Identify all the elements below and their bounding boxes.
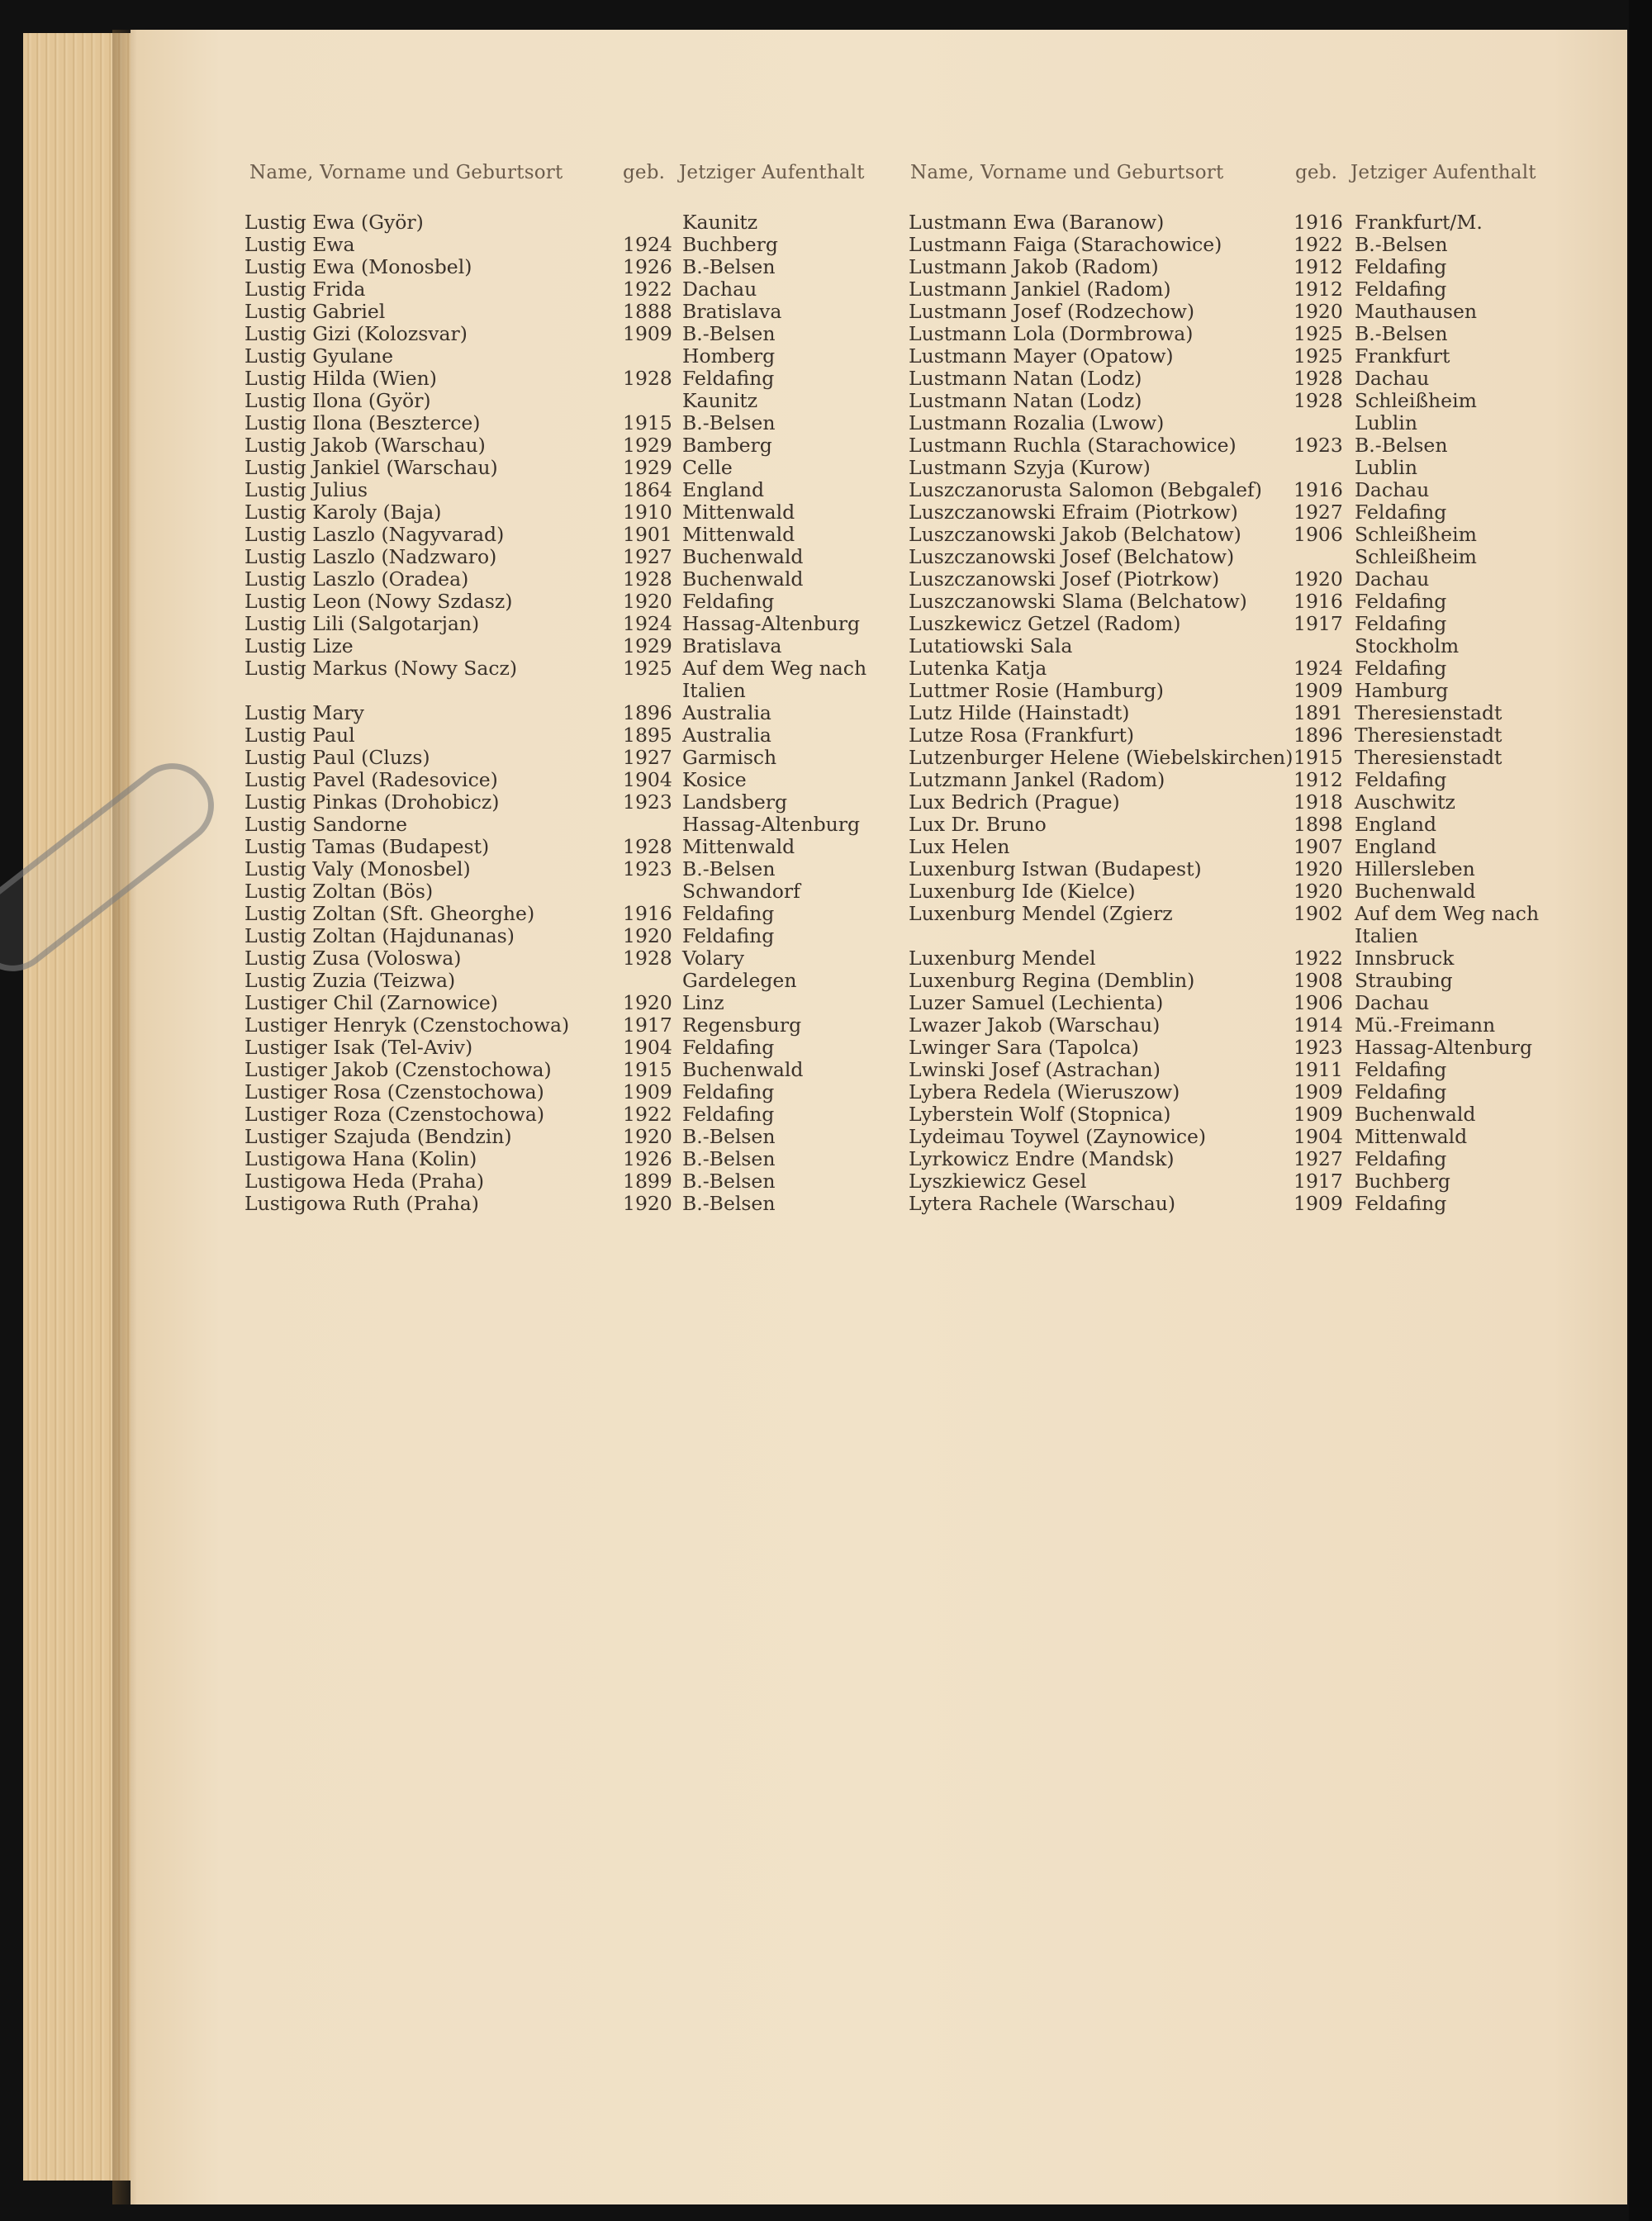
entry-name: Luxenburg Ide (Kielce): [909, 880, 1136, 903]
entry-birth-year: 1928: [623, 567, 672, 591]
entry-residence: England: [1355, 835, 1437, 858]
entry-birth-year: 1915: [623, 411, 672, 434]
entry-name: Lustiger Henryk (Czenstochowa): [244, 1013, 570, 1037]
entry-name: Lustig Tamas (Budapest): [244, 835, 490, 858]
entry-birth-year: 1926: [623, 1147, 672, 1170]
entry-residence: Australia: [682, 724, 771, 747]
entry-birth-year: 1927: [1294, 501, 1343, 524]
entry-residence: Schleißheim: [1355, 389, 1477, 412]
entry-residence: Lublin: [1355, 411, 1417, 434]
entry-name: Lustig Laszlo (Nagyvarad): [244, 523, 505, 546]
entry-residence: Buchberg: [682, 233, 778, 256]
entry-name: Lux Bedrich (Prague): [909, 790, 1120, 814]
entry-residence: Feldafing: [1355, 1147, 1447, 1170]
entry-name: Lustiger Rosa (Czenstochowa): [244, 1080, 544, 1103]
entry-birth-year: 1922: [1294, 947, 1343, 970]
entry-birth-year: 1920: [1294, 300, 1343, 323]
entry-birth-year: 1908: [1294, 969, 1343, 992]
entry-name: Lutenka Katja: [909, 657, 1047, 680]
entry-birth-year: 1924: [1294, 657, 1343, 680]
entry-birth-year: 1909: [1294, 1192, 1343, 1215]
entry-name: Lustig Gabriel: [244, 300, 386, 323]
left-header-year: geb.: [623, 162, 666, 183]
entry-name: Lustiger Roza (Czenstochowa): [244, 1103, 545, 1126]
entry-birth-year: 1920: [623, 590, 672, 613]
entry-residence: B.-Belsen: [682, 1125, 776, 1148]
entry-residence: Auf dem Weg nach Italien: [1355, 902, 1540, 947]
entry-residence: Schleißheim: [1355, 545, 1477, 568]
entry-name: Lustig Ilona (Beszterce): [244, 411, 481, 434]
entry-residence: Volary: [682, 947, 744, 970]
entry-residence: Hillersleben: [1355, 857, 1475, 880]
entry-residence: Bratislava: [682, 634, 782, 657]
entry-birth-year: 1916: [1294, 590, 1343, 613]
entry-birth-year: 1925: [1294, 344, 1343, 368]
entry-birth-year: 1915: [1294, 746, 1343, 769]
entry-name: Luszczanowski Jakob (Belchatow): [909, 523, 1241, 546]
entry-name: Lustmann Rozalia (Lwow): [909, 411, 1165, 434]
entry-residence: Hassag-Altenburg: [1355, 1036, 1533, 1059]
entry-residence: Linz: [682, 991, 724, 1014]
entry-birth-year: 1895: [623, 724, 672, 747]
entry-name: Lyszkiewicz Gesel: [909, 1170, 1087, 1193]
entry-birth-year: 1906: [1294, 523, 1343, 546]
entry-name: Lutzenburger Helene (Wiebelskirchen): [909, 746, 1294, 769]
entry-birth-year: 1923: [623, 790, 672, 814]
entry-birth-year: 1916: [623, 902, 672, 925]
entry-birth-year: 1896: [1294, 724, 1343, 747]
entry-residence: Gardelegen: [682, 969, 797, 992]
entry-birth-year: 1909: [623, 322, 672, 345]
entry-birth-year: 1928: [1294, 367, 1343, 390]
entry-birth-year: 1909: [1294, 1080, 1343, 1103]
entry-residence: B.-Belsen: [682, 322, 776, 345]
entry-birth-year: 1909: [1294, 679, 1343, 702]
entry-name: Lustmann Szyja (Kurow): [909, 456, 1151, 479]
entry-residence: Stockholm: [1355, 634, 1460, 657]
entry-name: Lustig Zoltan (Sft. Gheorghe): [244, 902, 535, 925]
entry-name: Lyrkowicz Endre (Mandsk): [909, 1147, 1175, 1170]
entry-name: Lux Dr. Bruno: [909, 813, 1047, 836]
entry-residence: B.-Belsen: [1355, 434, 1448, 457]
entry-name: Lustig Ewa (Györ): [244, 211, 424, 234]
entry-residence: Feldafing: [682, 1103, 775, 1126]
entry-birth-year: 1917: [623, 1013, 672, 1037]
entry-birth-year: 1923: [1294, 434, 1343, 457]
entry-residence: Dachau: [682, 278, 757, 301]
entry-birth-year: 1922: [1294, 233, 1343, 256]
entry-name: Lustig Laszlo (Nadzwaro): [244, 545, 497, 568]
entry-name: Lustigowa Ruth (Praha): [244, 1192, 479, 1215]
entry-birth-year: 1926: [623, 255, 672, 278]
entry-name: Luszczanowski Josef (Piotrkow): [909, 567, 1220, 591]
entry-name: Lustmann Natan (Lodz): [909, 367, 1142, 390]
entry-birth-year: 1920: [623, 924, 672, 947]
entry-name: Lutze Rosa (Frankfurt): [909, 724, 1135, 747]
entry-residence: Dachau: [1355, 478, 1430, 501]
entry-name: Luszczanorusta Salomon (Bebgalef): [909, 478, 1262, 501]
entry-birth-year: 1920: [1294, 880, 1343, 903]
background-edge: [1629, 0, 1652, 2221]
entry-birth-year: 1902: [1294, 902, 1343, 925]
entry-birth-year: 1912: [1294, 768, 1343, 791]
entry-birth-year: 1898: [1294, 813, 1343, 836]
entry-birth-year: 1922: [623, 1103, 672, 1126]
entry-residence: B.-Belsen: [1355, 322, 1448, 345]
entry-residence: Mauthausen: [1355, 300, 1478, 323]
entry-birth-year: 1920: [623, 1125, 672, 1148]
entry-birth-year: 1896: [623, 701, 672, 724]
entry-birth-year: 1928: [1294, 389, 1343, 412]
right-header-name: Name, Vorname und Geburtsort: [910, 162, 1224, 183]
entry-name: Lustig Valy (Monosbel): [244, 857, 471, 880]
entry-residence: Hassag-Altenburg: [682, 612, 861, 635]
entry-birth-year: 1920: [623, 1192, 672, 1215]
entry-birth-year: 1925: [623, 657, 672, 680]
entry-residence: B.-Belsen: [682, 857, 776, 880]
entry-name: Luxenburg Regina (Demblin): [909, 969, 1195, 992]
entry-name: Lustmann Jankiel (Radom): [909, 278, 1171, 301]
entry-residence: Auf dem Weg nach Italien: [682, 657, 867, 702]
entry-residence: England: [682, 478, 765, 501]
entry-birth-year: 1917: [1294, 612, 1343, 635]
entry-birth-year: 1916: [1294, 211, 1343, 234]
entry-residence: Feldafing: [1355, 1192, 1447, 1215]
entry-residence: Feldafing: [682, 924, 775, 947]
entry-birth-year: 1916: [1294, 478, 1343, 501]
entry-residence: Homberg: [682, 344, 776, 368]
entry-residence: Dachau: [1355, 991, 1430, 1014]
entry-residence: Kaunitz: [682, 211, 758, 234]
entry-birth-year: 1929: [623, 434, 672, 457]
entry-residence: Theresienstadt: [1355, 724, 1502, 747]
entry-name: Lwazer Jakob (Warschau): [909, 1013, 1161, 1037]
entry-residence: Feldafing: [682, 1036, 775, 1059]
entry-name: Lustig Zuzia (Teizwa): [244, 969, 456, 992]
entry-name: Lustmann Natan (Lodz): [909, 389, 1142, 412]
entry-residence: Frankfurt: [1355, 344, 1450, 368]
entry-name: Lustig Gyulane: [244, 344, 394, 368]
entry-birth-year: 1909: [623, 1080, 672, 1103]
entry-residence: Feldafing: [682, 590, 775, 613]
binding-shadow: [112, 30, 137, 2204]
entry-residence: Feldafing: [1355, 768, 1447, 791]
entry-name: Luxenburg Istwan (Budapest): [909, 857, 1202, 880]
entry-name: Lustig Ewa: [244, 233, 355, 256]
entry-birth-year: 1910: [623, 501, 672, 524]
entry-name: Lustmann Lola (Dormbrowa): [909, 322, 1194, 345]
entry-residence: Bratislava: [682, 300, 782, 323]
entry-name: Lustig Leon (Nowy Szdasz): [244, 590, 513, 613]
entry-name: Lydeimau Toywel (Zaynowice): [909, 1125, 1207, 1148]
entry-residence: Buchenwald: [682, 545, 804, 568]
entry-name: Lustig Frida: [244, 278, 366, 301]
entry-residence: Mü.-Freimann: [1355, 1013, 1496, 1037]
entry-birth-year: 1929: [623, 634, 672, 657]
entry-birth-year: 1918: [1294, 790, 1343, 814]
entry-name: Luszkewicz Getzel (Radom): [909, 612, 1181, 635]
entry-birth-year: 1927: [1294, 1147, 1343, 1170]
entry-residence: B.-Belsen: [682, 255, 776, 278]
entry-birth-year: 1904: [623, 1036, 672, 1059]
entry-birth-year: 1904: [623, 768, 672, 791]
entry-residence: Lublin: [1355, 456, 1417, 479]
entry-name: Lustig Karoly (Baja): [244, 501, 442, 524]
entry-residence: Feldafing: [1355, 612, 1447, 635]
entry-residence: Regensburg: [682, 1013, 802, 1037]
entry-name: Luszczanowski Slama (Belchatow): [909, 590, 1247, 613]
entry-residence: Hassag-Altenburg: [682, 813, 861, 836]
entry-residence: England: [1355, 813, 1437, 836]
entry-name: Lustigowa Heda (Praha): [244, 1170, 485, 1193]
right-header-place: Jetziger Aufenthalt: [1351, 162, 1536, 183]
entry-birth-year: 1914: [1294, 1013, 1343, 1037]
entry-name: Lutzmann Jankel (Radom): [909, 768, 1165, 791]
entry-residence: Theresienstadt: [1355, 746, 1502, 769]
entry-name: Lux Helen: [909, 835, 1010, 858]
entry-residence: Buchenwald: [682, 567, 804, 591]
entry-name: Lustmann Mayer (Opatow): [909, 344, 1174, 368]
entry-birth-year: 1920: [623, 991, 672, 1014]
entry-name: Lustig Lize: [244, 634, 354, 657]
entry-birth-year: 1929: [623, 456, 672, 479]
entry-residence: Feldafing: [1355, 278, 1447, 301]
entry-name: Lytera Rachele (Warschau): [909, 1192, 1176, 1215]
entry-name: Lustig Paul: [244, 724, 355, 747]
entry-birth-year: 1927: [623, 545, 672, 568]
entry-birth-year: 1907: [1294, 835, 1343, 858]
entry-name: Lustig Gizi (Kolozsvar): [244, 322, 468, 345]
entry-birth-year: 1924: [623, 233, 672, 256]
entry-residence: Mittenwald: [682, 501, 795, 524]
entry-name: Luzer Samuel (Lechienta): [909, 991, 1164, 1014]
entry-birth-year: 1912: [1294, 255, 1343, 278]
left-header-name: Name, Vorname und Geburtsort: [249, 162, 563, 183]
entry-residence: Schleißheim: [1355, 523, 1477, 546]
entry-name: Luszczanowski Josef (Belchatow): [909, 545, 1235, 568]
entry-residence: B.-Belsen: [682, 1192, 776, 1215]
entry-residence: B.-Belsen: [682, 411, 776, 434]
entry-residence: Feldafing: [1355, 590, 1447, 613]
entry-residence: B.-Belsen: [682, 1147, 776, 1170]
entry-residence: Buchberg: [1355, 1170, 1450, 1193]
entry-birth-year: 1920: [1294, 857, 1343, 880]
entry-residence: Feldafing: [682, 367, 775, 390]
entry-birth-year: 1924: [623, 612, 672, 635]
entry-birth-year: 1928: [623, 947, 672, 970]
entry-name: Lustig Pinkas (Drohobicz): [244, 790, 500, 814]
entry-birth-year: 1925: [1294, 322, 1343, 345]
entry-birth-year: 1915: [623, 1058, 672, 1081]
entry-name: Lustiger Isak (Tel-Aviv): [244, 1036, 473, 1059]
entry-name: Lwinski Josef (Astrachan): [909, 1058, 1161, 1081]
entry-residence: Feldafing: [1355, 1058, 1447, 1081]
right-header-year: geb.: [1295, 162, 1338, 183]
entry-name: Lustig Ewa (Monosbel): [244, 255, 472, 278]
entry-residence: Feldafing: [1355, 657, 1447, 680]
entry-residence: Buchenwald: [1355, 880, 1476, 903]
entry-name: Lustmann Josef (Rodzechow): [909, 300, 1195, 323]
left-header-place: Jetziger Aufenthalt: [679, 162, 865, 183]
entry-name: Lustig Ilona (Györ): [244, 389, 431, 412]
entry-name: Lustig Laszlo (Oradea): [244, 567, 469, 591]
entry-residence: Innsbruck: [1355, 947, 1455, 970]
entry-name: Lustig Zoltan (Hajdunanas): [244, 924, 515, 947]
entry-name: Lustiger Szajuda (Bendzin): [244, 1125, 512, 1148]
entry-residence: Bamberg: [682, 434, 772, 457]
entry-name: Lustig Mary: [244, 701, 364, 724]
entry-name: Lybera Redela (Wieruszow): [909, 1080, 1180, 1103]
entry-name: Luszczanowski Efraim (Piotrkow): [909, 501, 1238, 524]
entry-name: Lustig Paul (Cluzs): [244, 746, 430, 769]
entry-name: Lyberstein Wolf (Stopnica): [909, 1103, 1171, 1126]
entry-birth-year: 1920: [1294, 567, 1343, 591]
entry-birth-year: 1904: [1294, 1125, 1343, 1148]
entry-birth-year: 1923: [623, 857, 672, 880]
entry-residence: Garmisch: [682, 746, 777, 769]
entry-birth-year: 1922: [623, 278, 672, 301]
entry-birth-year: 1928: [623, 367, 672, 390]
entry-name: Lustmann Faiga (Starachowice): [909, 233, 1222, 256]
entry-name: Lustmann Jakob (Radom): [909, 255, 1159, 278]
entry-residence: Auschwitz: [1355, 790, 1455, 814]
entry-residence: Hamburg: [1355, 679, 1449, 702]
entry-residence: Straubing: [1355, 969, 1453, 992]
entry-name: Lustiger Jakob (Czenstochowa): [244, 1058, 552, 1081]
entry-name: Lustig Jankiel (Warschau): [244, 456, 498, 479]
entry-name: Luxenburg Mendel: [909, 947, 1096, 970]
entry-birth-year: 1901: [623, 523, 672, 546]
entry-residence: Dachau: [1355, 567, 1430, 591]
entry-name: Lustig Hilda (Wien): [244, 367, 437, 390]
entry-name: Lustigowa Hana (Kolin): [244, 1147, 477, 1170]
entry-residence: Frankfurt/M.: [1355, 211, 1483, 234]
entry-birth-year: 1891: [1294, 701, 1343, 724]
entry-name: Lustig Jakob (Warschau): [244, 434, 486, 457]
entry-residence: Mittenwald: [682, 523, 795, 546]
entry-name: Lustmann Ruchla (Starachowice): [909, 434, 1237, 457]
entry-name: Lustmann Ewa (Baranow): [909, 211, 1165, 234]
entry-name: Lustig Markus (Nowy Sacz): [244, 657, 518, 680]
entry-name: Lustig Julius: [244, 478, 368, 501]
entry-birth-year: 1864: [623, 478, 672, 501]
entry-residence: B.-Belsen: [682, 1170, 776, 1193]
entry-name: Lustig Pavel (Radesovice): [244, 768, 498, 791]
entry-birth-year: 1927: [623, 746, 672, 769]
entry-birth-year: 1888: [623, 300, 672, 323]
entry-name: Lustig Zoltan (Bös): [244, 880, 434, 903]
entry-birth-year: 1923: [1294, 1036, 1343, 1059]
entry-residence: Dachau: [1355, 367, 1430, 390]
entry-name: Lwinger Sara (Tapolca): [909, 1036, 1139, 1059]
entry-name: Lutatiowski Sala: [909, 634, 1073, 657]
entry-residence: Feldafing: [682, 902, 775, 925]
entry-residence: Kaunitz: [682, 389, 758, 412]
book-page: [131, 30, 1627, 2204]
entry-birth-year: 1899: [623, 1170, 672, 1193]
entry-residence: Australia: [682, 701, 771, 724]
entry-name: Lustig Lili (Salgotarjan): [244, 612, 480, 635]
entry-residence: Mittenwald: [682, 835, 795, 858]
entry-residence: Schwandorf: [682, 880, 800, 903]
entry-birth-year: 1928: [623, 835, 672, 858]
entry-residence: Buchenwald: [682, 1058, 804, 1081]
entry-name: Lustig Sandorne: [244, 813, 407, 836]
entry-residence: Mittenwald: [1355, 1125, 1468, 1148]
entry-residence: Feldafing: [1355, 255, 1447, 278]
entry-birth-year: 1911: [1294, 1058, 1343, 1081]
entry-name: Lustiger Chil (Zarnowice): [244, 991, 498, 1014]
entry-residence: B.-Belsen: [1355, 233, 1448, 256]
entry-name: Luxenburg Mendel (Zgierz: [909, 902, 1173, 925]
entry-birth-year: 1912: [1294, 278, 1343, 301]
entry-name: Lustig Zusa (Voloswa): [244, 947, 462, 970]
entry-birth-year: 1917: [1294, 1170, 1343, 1193]
entry-residence: Feldafing: [682, 1080, 775, 1103]
entry-name: Luttmer Rosie (Hamburg): [909, 679, 1164, 702]
entry-birth-year: 1906: [1294, 991, 1343, 1014]
entry-residence: Buchenwald: [1355, 1103, 1476, 1126]
entry-residence: Feldafing: [1355, 501, 1447, 524]
entry-residence: Kosice: [682, 768, 747, 791]
entry-name: Lutz Hilde (Hainstadt): [909, 701, 1130, 724]
entry-birth-year: 1909: [1294, 1103, 1343, 1126]
entry-residence: Celle: [682, 456, 733, 479]
entry-residence: Theresienstadt: [1355, 701, 1502, 724]
entry-residence: Landsberg: [682, 790, 788, 814]
entry-residence: Feldafing: [1355, 1080, 1447, 1103]
